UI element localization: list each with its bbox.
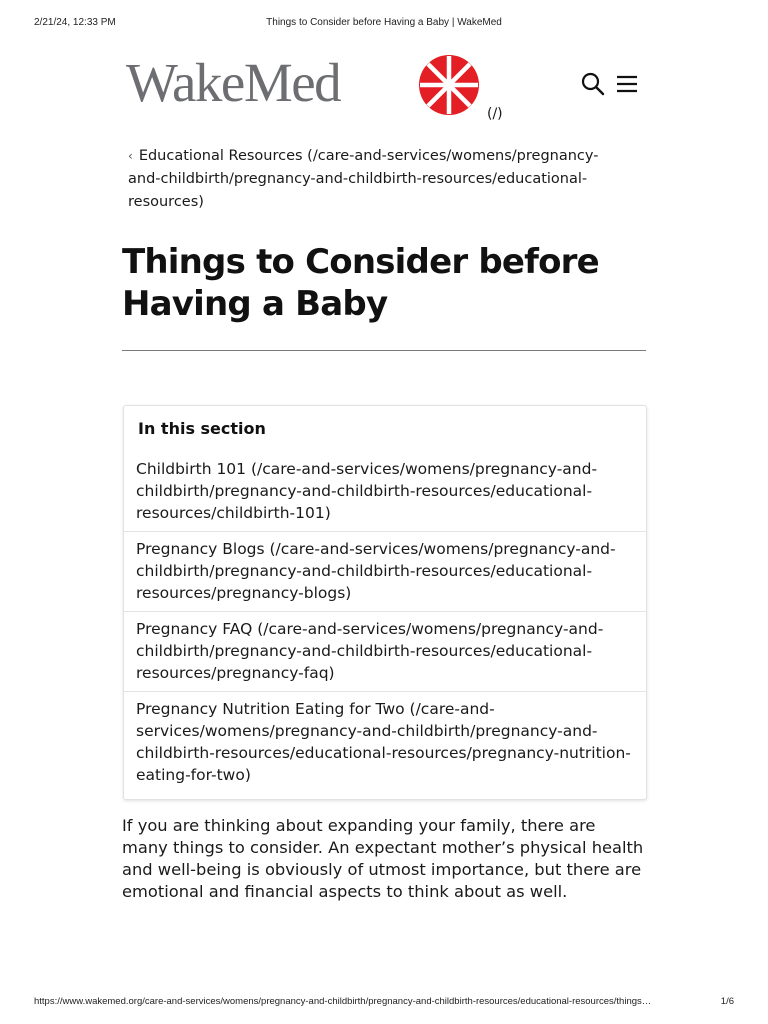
search-icon[interactable] [580, 71, 606, 97]
title-divider [122, 350, 646, 351]
in-this-section-panel [123, 405, 647, 800]
section-nav-item-pregnancy-nutrition[interactable]: Pregnancy Nutrition Eating for Two (/care-and-services/womens/pregnancy-and-childbirth/pregnancy-and-childbirth-resources/educational-resources/pregnancy-nutrition-eating-for-two) [124, 691, 646, 793]
breadcrumb-link-educational-resources[interactable]: Educational Resources (/care-and-services/womens/pregnancy-and-childbirth/pregnancy-and-childbirth-resources/educational-resources) [128, 148, 599, 210]
print-page-url: https://www.wakemed.org/care-and-services/womens/pregnancy-and-childbirth/pregnancy-and-childbirth-resources/educational-resources/things… [34, 996, 652, 1007]
print-page-number: 1/6 [720, 996, 734, 1007]
chevron-left-icon: ‹ [128, 149, 133, 163]
hamburger-menu-icon[interactable] [614, 71, 640, 97]
intro-paragraph: If you are thinking about expanding your family, there are many things to consider. An expectant mother’s physical health and well-being is obviously of utmost importance, but there are emotional and financial aspects to think about as well. [122, 816, 644, 901]
site-header [122, 52, 646, 130]
breadcrumb [128, 145, 628, 214]
print-datetime: 2/21/24, 12:33 PM [34, 17, 116, 28]
wakemed-logo-link[interactable] [126, 52, 486, 118]
section-nav-heading: In this section [138, 419, 266, 438]
page-title: Things to Consider before Having a Baby [122, 242, 599, 324]
section-nav-item-childbirth-101[interactable]: Childbirth 101 (/care-and-services/womens/pregnancy-and-childbirth/pregnancy-and-childbirth-resources/educational-resources/childbirth-101) [136, 460, 598, 522]
print-header [34, 17, 734, 29]
section-nav-item-pregnancy-faq[interactable]: Pregnancy FAQ (/care-and-services/womens/pregnancy-and-childbirth/pregnancy-and-childbirth-resources/educational-resources/pregnancy-faq) [124, 611, 646, 691]
section-nav-item-pregnancy-blogs[interactable]: Pregnancy Blogs (/care-and-services/womens/pregnancy-and-childbirth/pregnancy-and-childbirth-resources/educational-resources/pregnancy-blogs) [124, 531, 646, 611]
logo-wordmark: WakeMed [126, 52, 341, 113]
print-doc-title: Things to Consider before Having a Baby | WakeMed [266, 17, 502, 28]
print-footer [34, 996, 734, 1008]
section-nav-list [124, 452, 646, 793]
wakemed-cross-logo-icon [418, 54, 480, 116]
home-link-text[interactable]: (/) [487, 106, 503, 122]
